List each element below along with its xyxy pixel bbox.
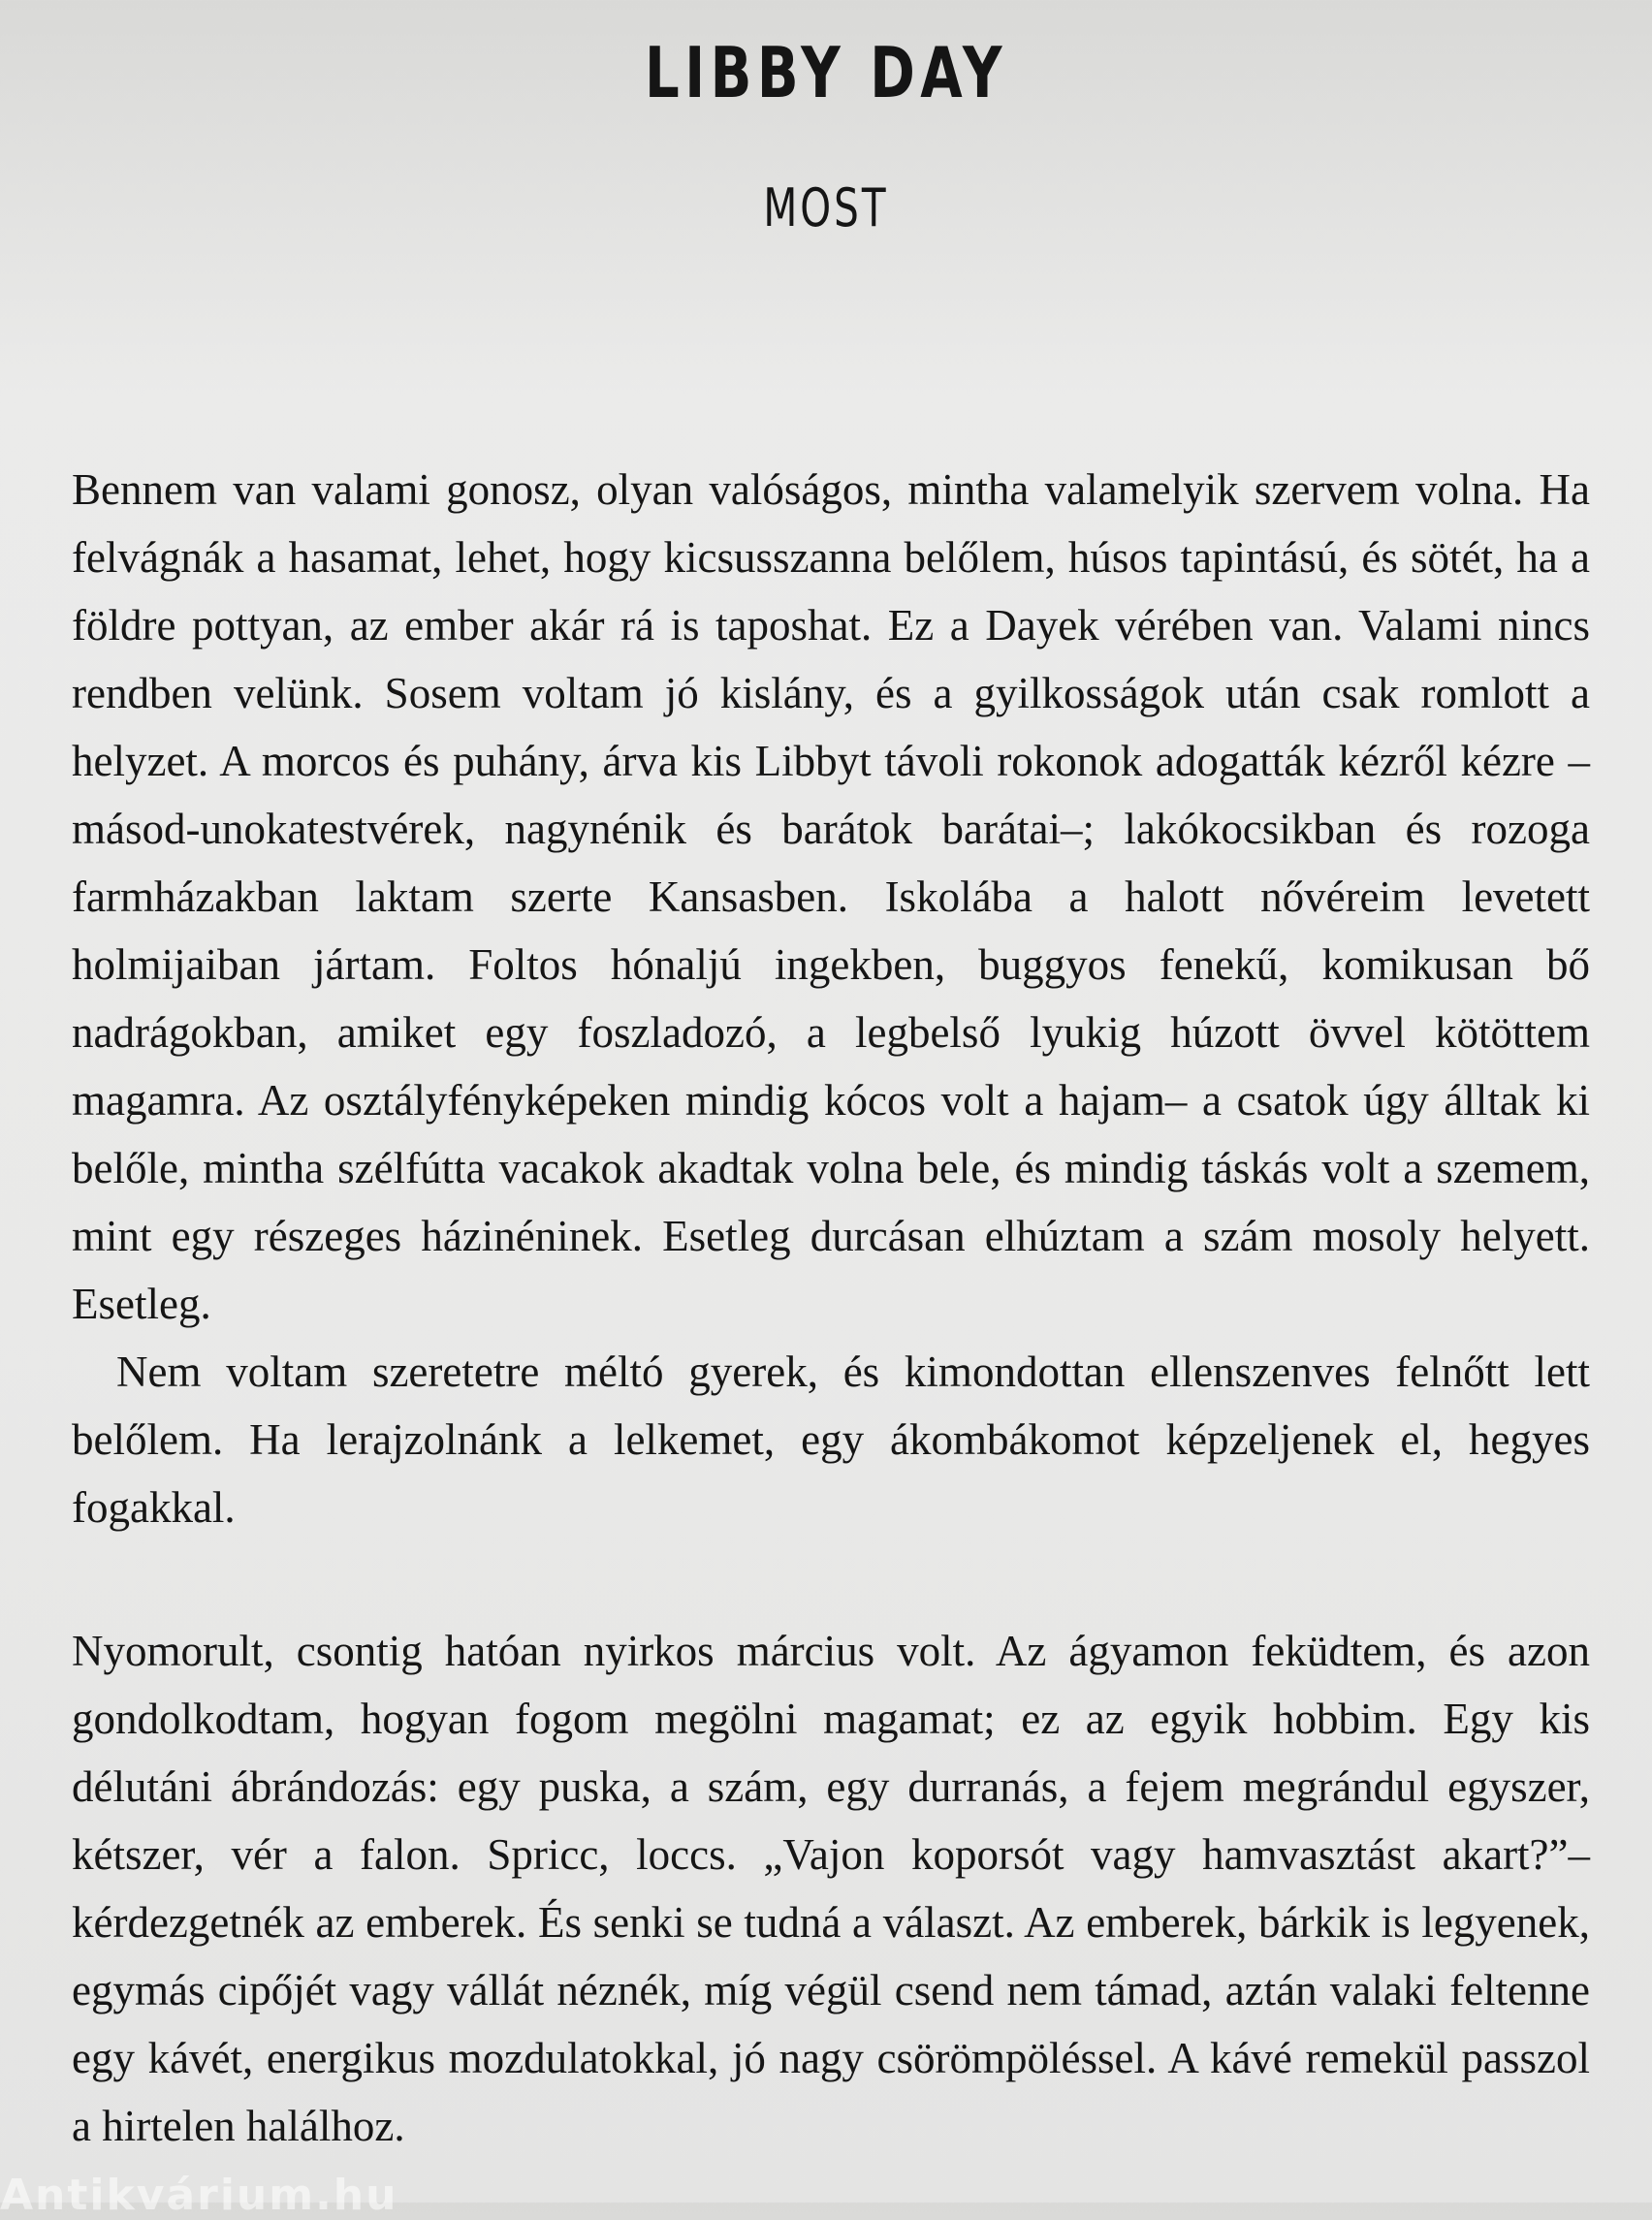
- paragraph: Nem voltam szeretetre méltó gyerek, és kimondottan ellenszenves felnőtt lett belőlem. Ha lerajzolnánk a lelkemet, egy ákombákomot képzeljenek el, hegyes fogakkal.: [72, 1348, 1590, 1532]
- watermark: Antikvárium.hu: [0, 2171, 398, 2220]
- text-section-1: [72, 456, 1590, 1541]
- chapter-subtitle: MOST: [763, 177, 889, 238]
- chapter-title: LIBBY DAY: [645, 32, 1007, 113]
- paragraph: Nyomorult, csontig hatóan nyirkos március volt. Az ágyamon feküdtem, és azon gondolkodtam, hogyan fogom megölni magamat; ez az egyik hobbim. Egy kis délutáni ábrándozás: egy puska, a szám, egy durranás, a fejem megrándul egyszer, kétszer, vér a falon. Spricc, loccs. „Vajon koporsót vagy hamvasztást akart?”– kérdezgetnék az emberek. És senki se tudná a választ. Az emberek, bárkik is legyenek, egymás cipőjét vagy vállát néznék, míg végül csend nem támad, aztán valaki feltenne egy kávét, energikus mozdulatokkal, jó nagy csörömpöléssel. A kávé remekül passzol a hirtelen halálhoz.: [72, 1627, 1590, 2150]
- paragraph: Bennem van valami gonosz, olyan valóságos, mintha valamelyik szervem volna. Ha felvágnák a hasamat, lehet, hogy kicsusszanna belőlem, húsos tapintású, és sötét, ha a földre pottyan, az ember akár rá is taposhat. Ez a Dayek vérében van. Valami nincs rendben velünk. Sosem voltam jó kislány, és a gyilkosságok után csak romlott a helyzet. A morcos és puhány, árva kis Libbyt távoli rokonok adogatták kézről kézre –másod-unokatestvérek, nagynénik és barátok barátai–; lakókocsikban és rozoga farmházakban laktam szerte Kansasben. Iskolába a halott nővéreim levetett holmijaiban jártam. Foltos hónaljú ingekben, buggyos fenekű, komikusan bő nadrágokban, amiket egy foszladozó, a legbelső lyukig húzott övvel kötöttem magamra. Az osztályfényképeken mindig kócos volt a hajam– a csatok úgy álltak ki belőle, mintha szélfútta vacakok akadtak volna bele, és mindig táskás volt a szemem, mint egy részeges házinéninek. Esetleg durcásan elhúztam a szám mosoly helyett. Esetleg.: [72, 465, 1590, 1328]
- text-section-2: [72, 1617, 1590, 2160]
